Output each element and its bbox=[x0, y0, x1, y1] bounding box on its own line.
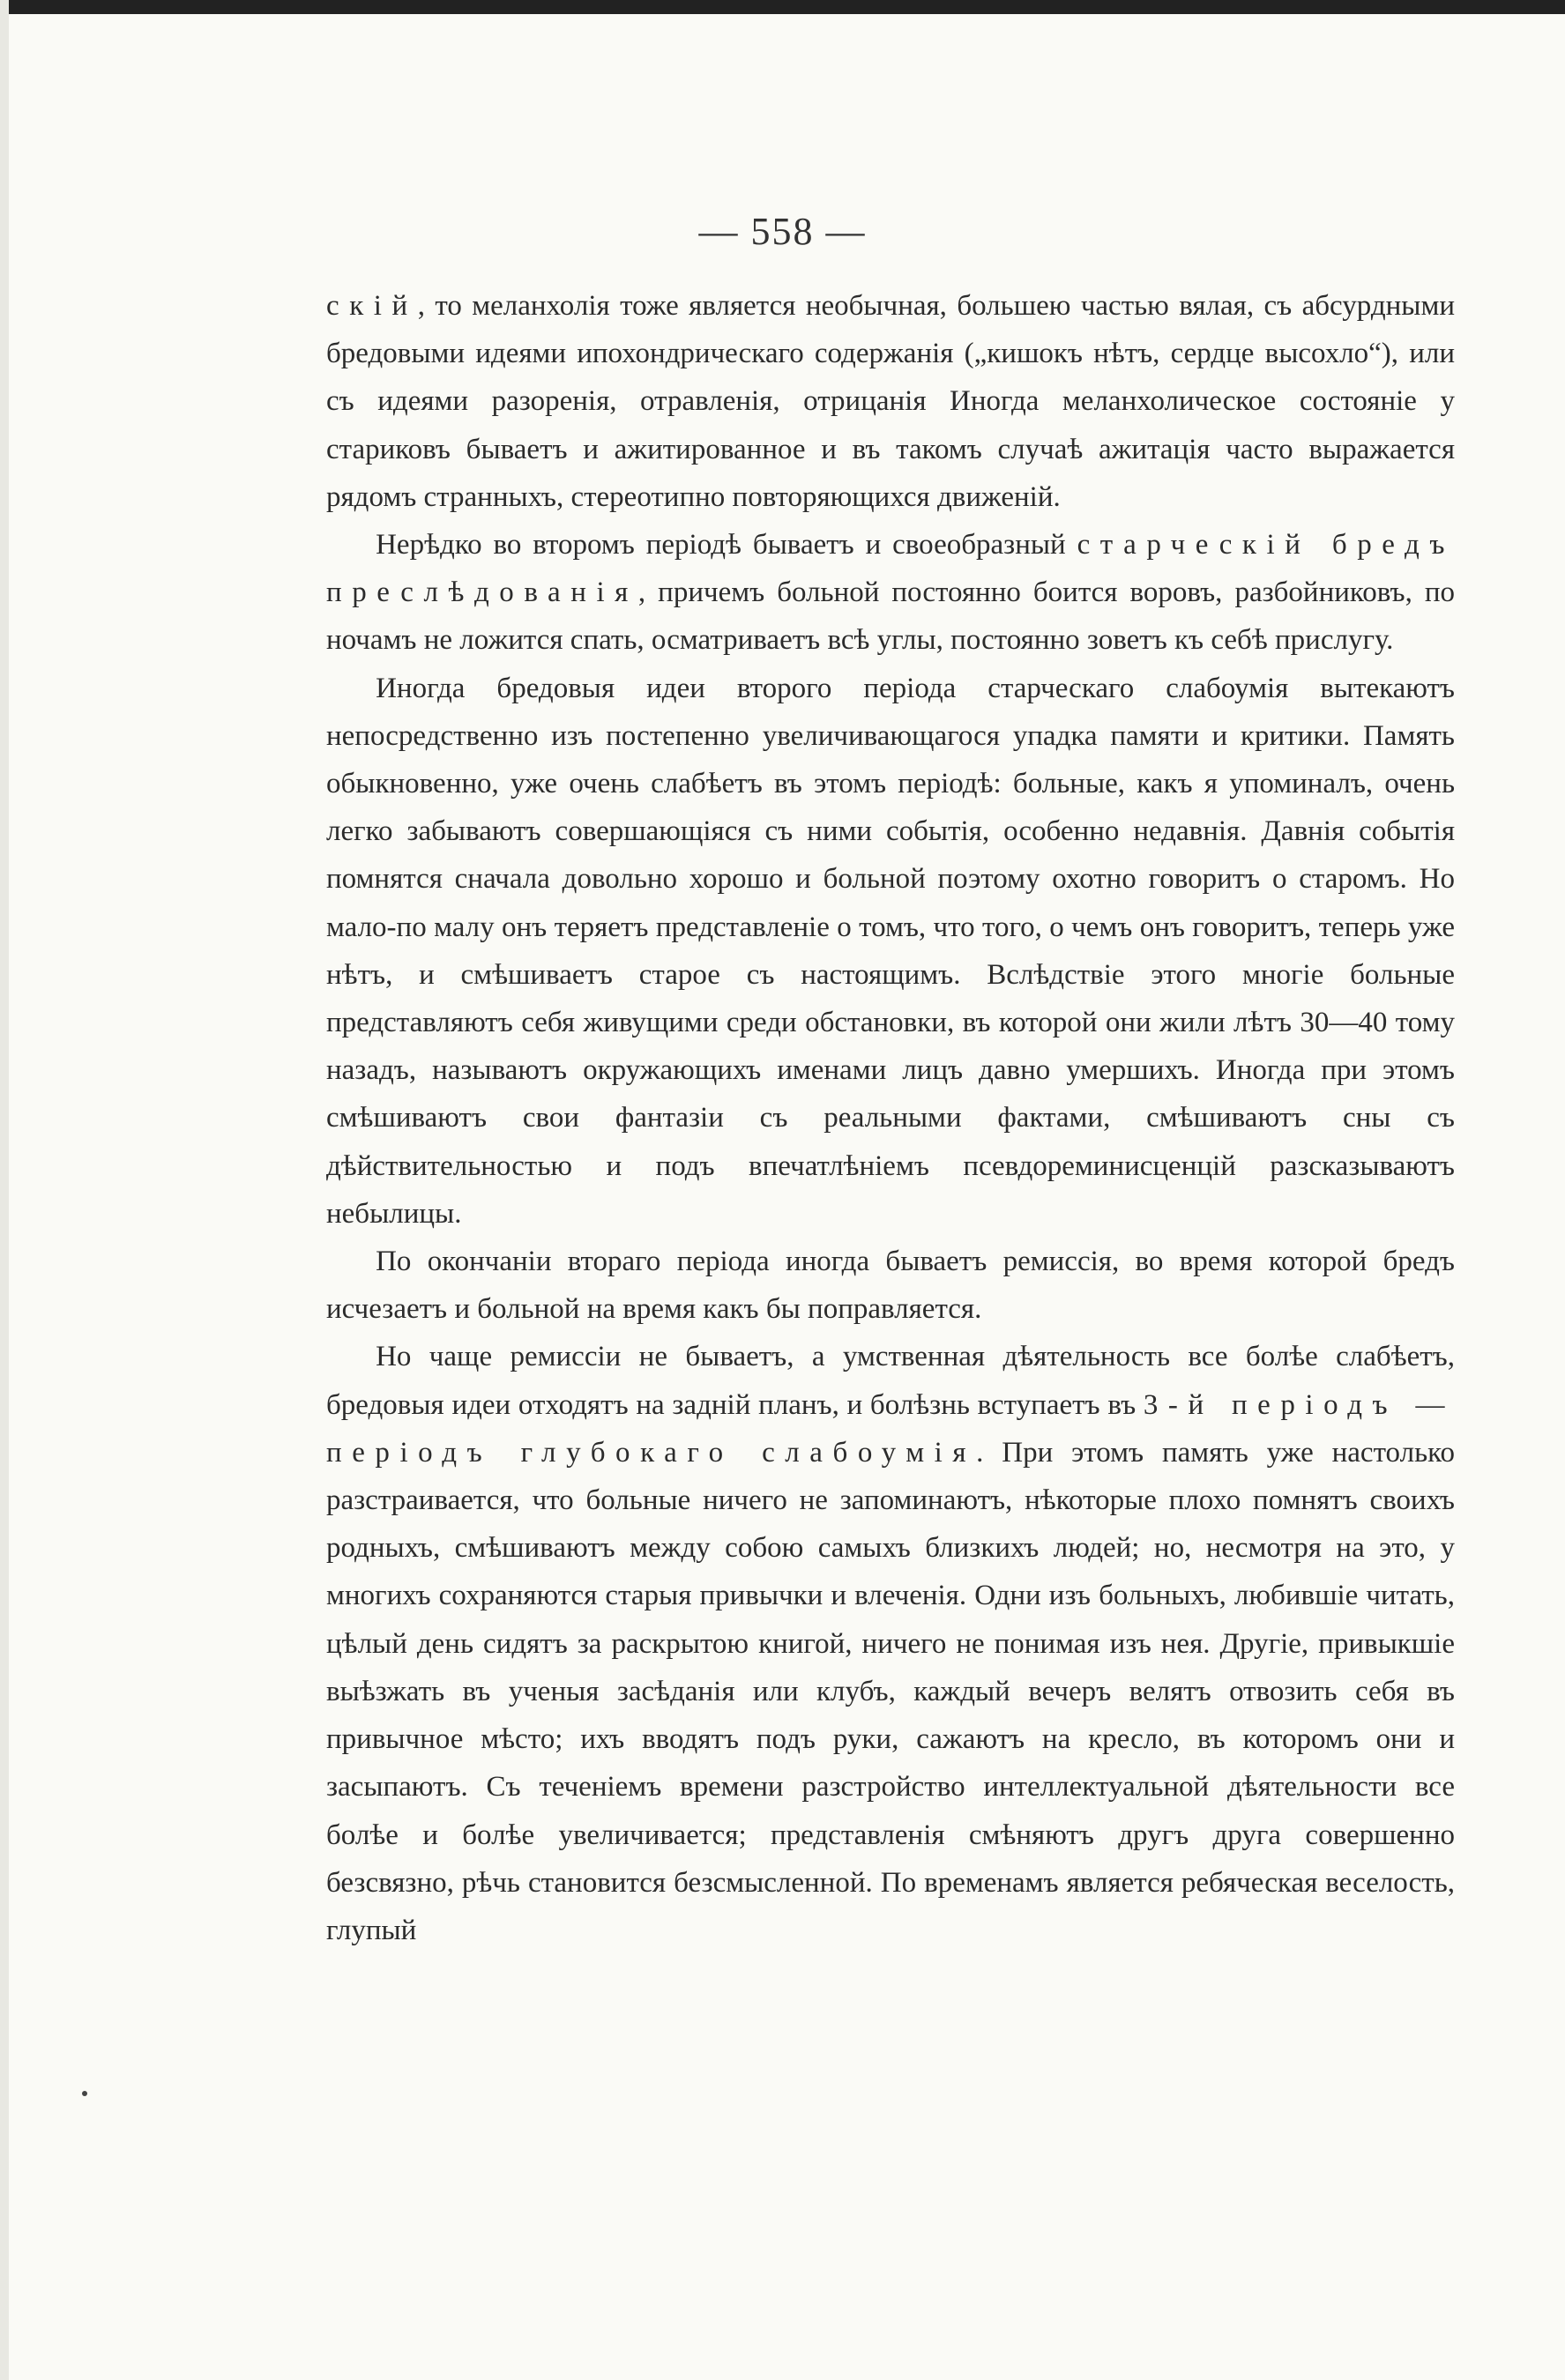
scan-left-edge bbox=[0, 0, 9, 2380]
scan-top-edge bbox=[0, 0, 1565, 14]
text-segment: 3-й періодъ — періодъ глубокаго слабоумія bbox=[326, 1388, 1455, 1469]
paragraph-4 bbox=[326, 1238, 1455, 1333]
scan-speck bbox=[82, 2091, 87, 2096]
text-segment: , причемъ больной постоянно боится воровъ, разбойниковъ, по ночамъ не ложится спать, осматриваетъ всѣ углы, постоянно зоветъ къ себѣ прислугу. bbox=[326, 576, 1455, 657]
body-text bbox=[326, 282, 1455, 1954]
paragraph-5 bbox=[326, 1333, 1455, 1954]
text-segment: . При этомъ память уже настолько разстраивается, что больные ничего не запоминаютъ, нѣкоторые плохо помнятъ своихъ родныхъ, смѣшиваютъ между собою самыхъ близкихъ людей; но, несмотря на это, у многихъ сохраняются старыя привычки и влеченія. Одни изъ больныхъ, любившіе читать, цѣлый день сидятъ за раскрытою книгой, ничего не понимая изъ нея. Другіе, привыкшіе выѣзжать въ ученыя засѣданія или клубъ, каждый вечеръ велятъ отвозить себя въ привычное мѣсто; ихъ вводятъ подъ руки, сажаютъ на кресло, въ которомъ они и засыпаютъ. Съ теченіемъ времени разстройство интеллектуальной дѣятельности все болѣе и болѣе увеличивается; представленія смѣняютъ другъ друга совершенно безсвязно, рѣчь становится безсмысленной. По временамъ является ребяческая веселость, глупый bbox=[326, 1436, 1455, 1946]
paragraph-2 bbox=[326, 521, 1455, 665]
text-segment: старческій бредъ преслѣдованія bbox=[326, 529, 1455, 609]
text-segment: Но чаще ремиссіи не бываетъ, а умственная дѣятельность все болѣе слабѣетъ, бредовыя идеи отходятъ на задній планъ, и болѣзнь вступаетъ въ bbox=[326, 1341, 1455, 1421]
text-segment: Нерѣдко во второмъ періодѣ бываетъ и своеобразный bbox=[376, 529, 1077, 562]
paragraph-1 bbox=[326, 282, 1455, 521]
paragraph-3 bbox=[326, 665, 1455, 1238]
text-segment: , то меланхолія тоже является необычная, большею частью вялая, съ абсурдными бредовыми идеями ипохондрическаго содержанія („кишокъ нѣтъ, сердце высохло“), или съ идеями разоренія, отравленія, отрицанія Иногда меланхолическое состояніе у стариковъ бываетъ и ажитированное и въ такомъ случаѣ ажитація часто выражается рядомъ странныхъ, стереотипно повторяющихся движеній. bbox=[326, 290, 1455, 513]
text-segment: скій bbox=[326, 290, 418, 322]
text-segment: По окончаніи втораго періода иногда бываетъ ремиссія, во время которой бредъ исчезаетъ и больной на время какъ бы поправляется. bbox=[326, 1246, 1455, 1326]
text-segment: Иногда бредовыя идеи второго періода старческаго слабоумія вытекаютъ непосредственно изъ постепенно увеличивающагося упадка памяти и критики. Память обыкновенно, уже очень слабѣетъ въ этомъ періодѣ: больные, какъ я упоминалъ, очень легко забываютъ совершающіяся съ ними событія, особенно недавнія. Давнія событія помнятся сначала довольно хорошо и больной поэтому охотно говоритъ о старомъ. Но мало-по малу онъ теряетъ представленіе о томъ, что того, о чемъ онъ говоритъ, теперь уже нѣтъ, и смѣшиваетъ старое съ настоящимъ. Вслѣдствіе этого многіе больные представляютъ себя живущими среди обстановки, въ которой они жили лѣтъ 30—40 тому назадъ, называютъ окружающихъ именами лицъ давно умершихъ. Иногда при этомъ смѣшиваютъ свои фантазіи съ реальными фактами, смѣшиваютъ сны съ дѣйствительностью и подъ впечатлѣніемъ псевдореминисценцій разсказываютъ небылицы. bbox=[326, 672, 1455, 1230]
page-number: — 558 — bbox=[698, 210, 867, 253]
